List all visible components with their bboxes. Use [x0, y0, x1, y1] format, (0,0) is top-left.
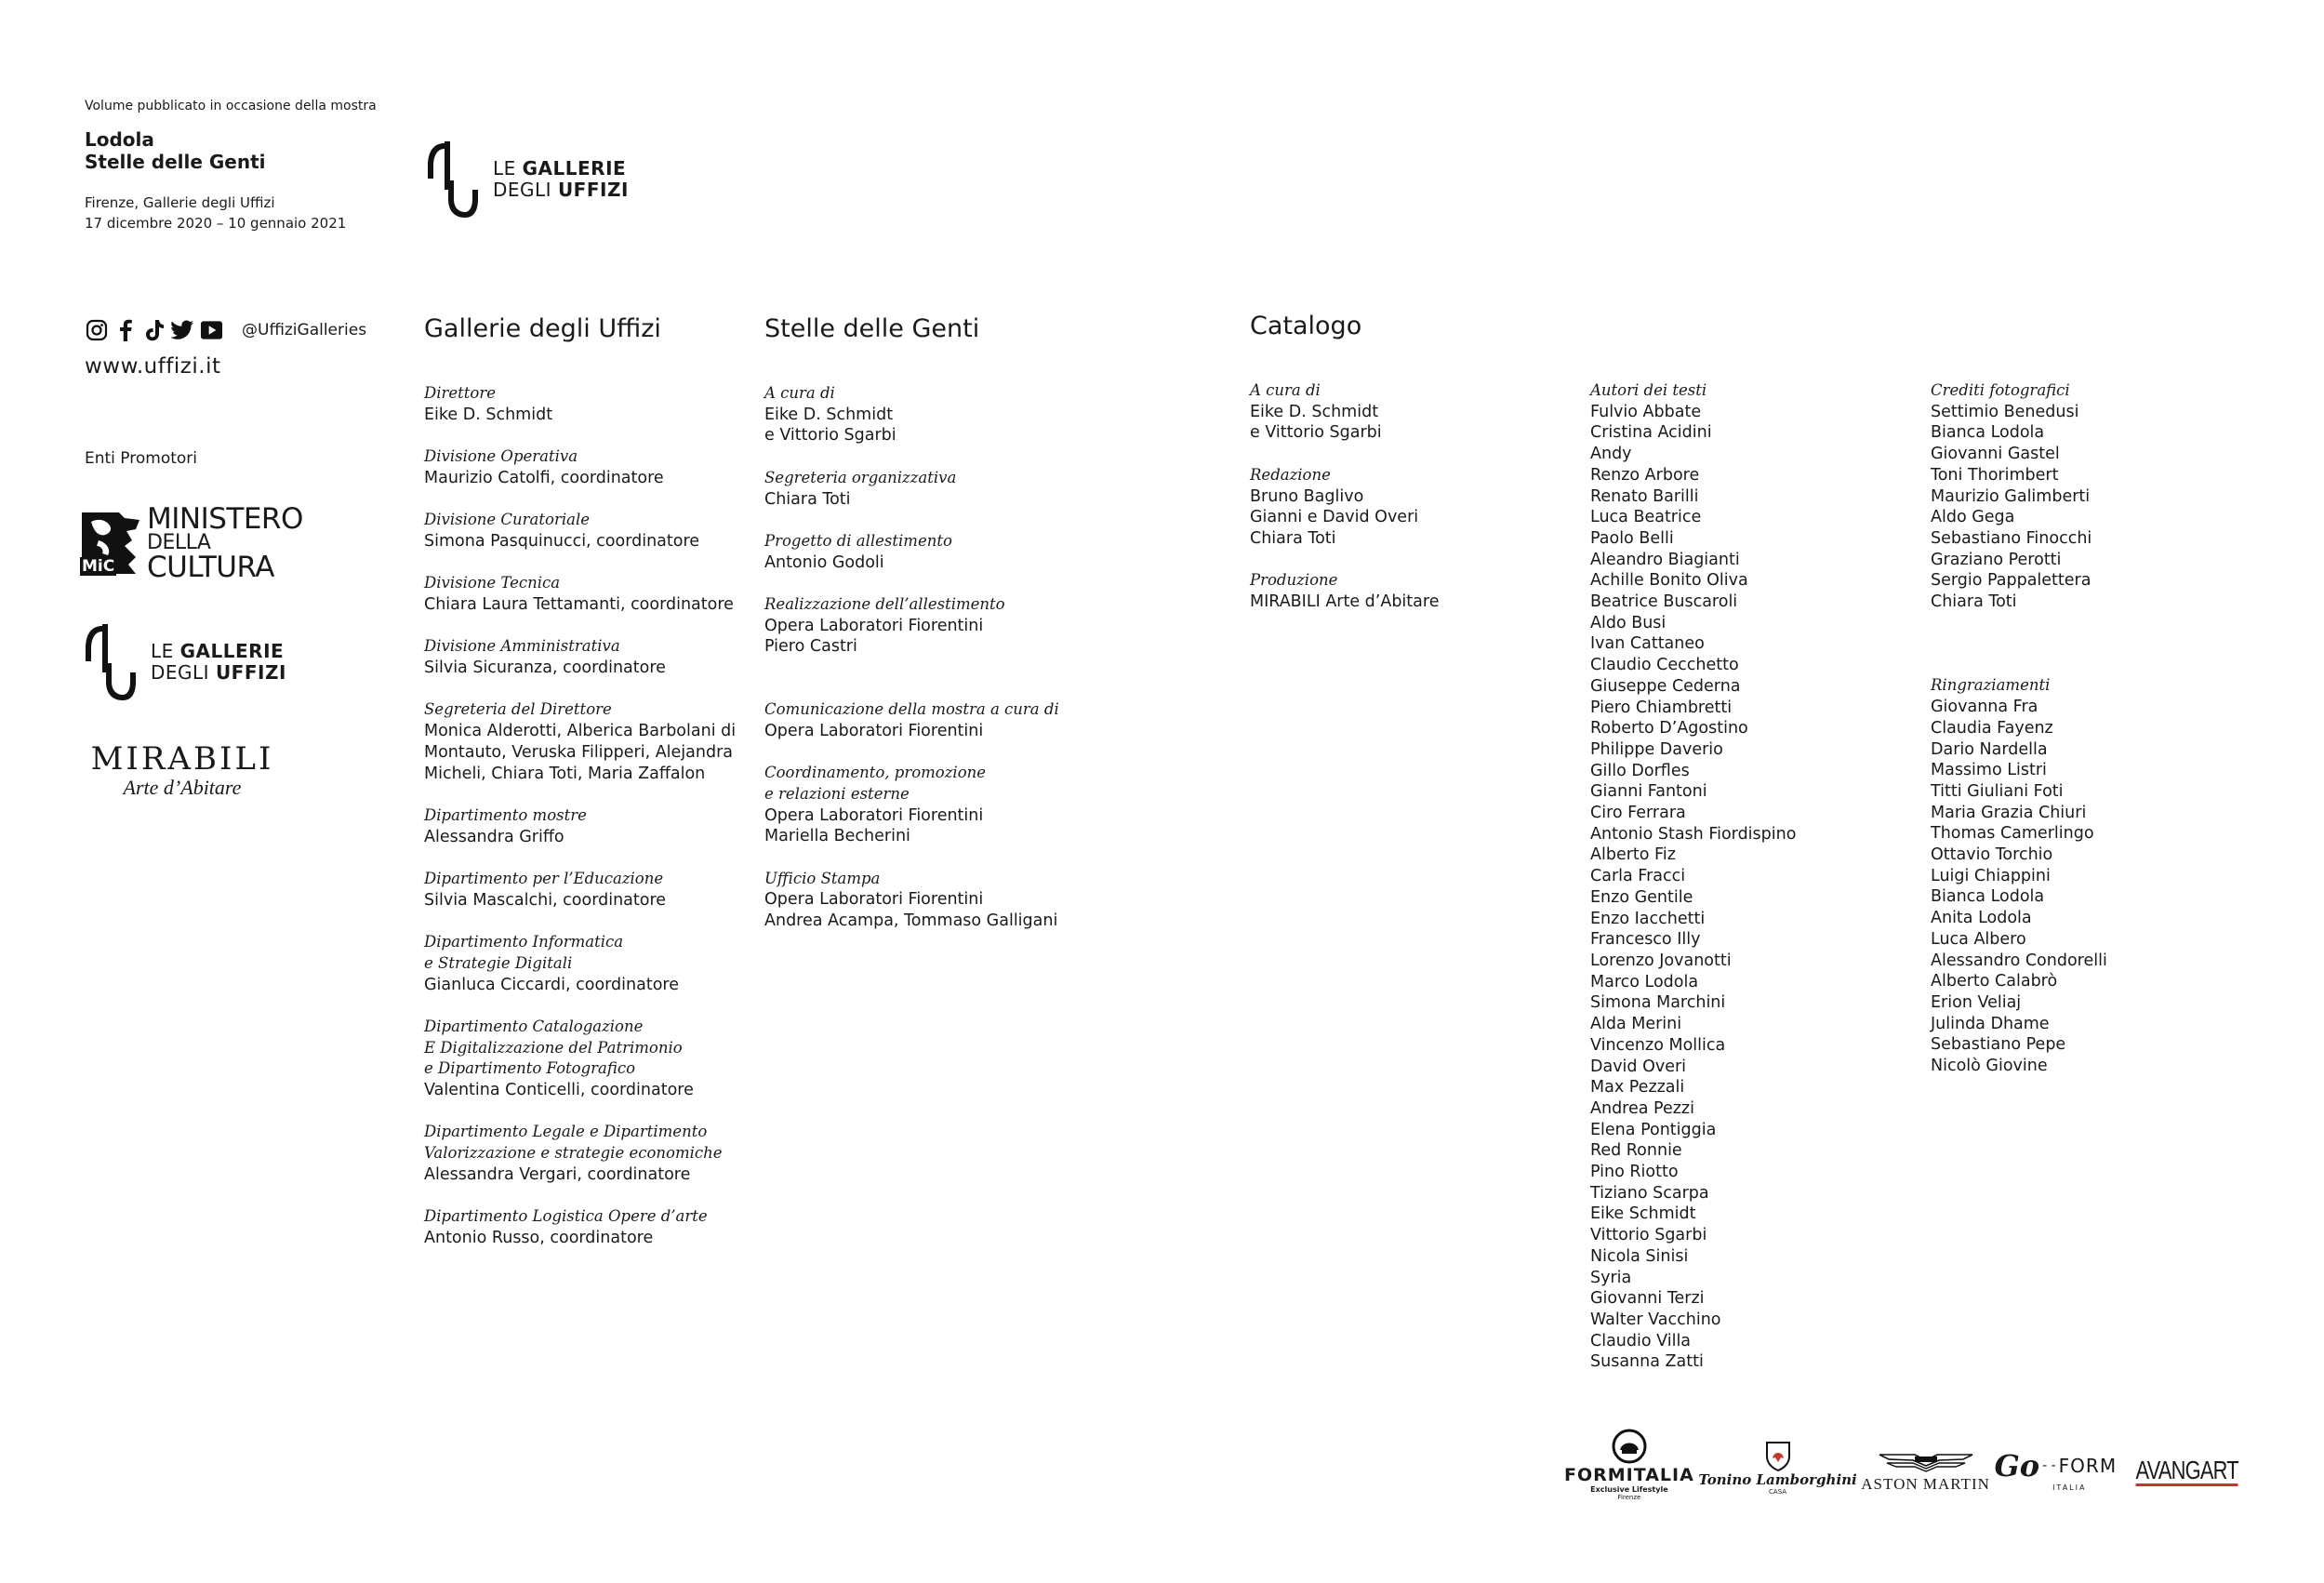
stelle-column: [764, 314, 1155, 952]
mirabili-name: MIRABILI: [90, 740, 274, 778]
gallerie-heading: Gallerie degli Uffizi: [424, 314, 661, 343]
credit-name: Chiara Toti: [1931, 592, 2017, 612]
credit-section: [424, 1122, 750, 1185]
credit-name: Tiziano Scarpa: [1590, 1183, 1709, 1203]
credit-name: Enzo Gentile: [1590, 887, 1693, 907]
credit-name: Aldo Gega: [1931, 508, 2015, 527]
stelle-sections: [764, 383, 1155, 932]
credit-name: David Overi: [1590, 1057, 1687, 1076]
gallerie-column: [424, 314, 750, 1270]
credit-name: Massimo Listri: [1931, 761, 2047, 780]
credit-section: [1250, 570, 1529, 612]
aston-wings-icon: [1878, 1451, 1974, 1475]
credit-section: [424, 573, 750, 615]
credit-name: Beatrice Buscaroli: [1590, 592, 1738, 612]
credit-role: Dipartimento Catalogazione: [424, 1017, 644, 1035]
mirabili-sub: Arte d’Abitare: [123, 776, 242, 799]
credit-section: [1250, 380, 1529, 444]
credit-section: [424, 1017, 750, 1101]
credit-role: Direttore: [424, 384, 497, 402]
credit-name: Eike D. Schmidt: [764, 405, 894, 424]
published-note: Volume pubblicato in occasione della mostra: [85, 99, 377, 113]
credit-name: Andy: [1590, 445, 1632, 464]
credit-name: Alessandra Griffo: [424, 827, 564, 846]
venue-dates: 17 dicembre 2020 – 10 gennaio 2021: [85, 215, 347, 232]
credit-name: Chiara Laura Tettamanti, coordinatore: [424, 594, 734, 614]
credit-section: [764, 594, 1155, 658]
credit-name: Fulvio Abbate: [1590, 402, 1702, 421]
credit-role: Dipartimento Legale e Dipartimento: [424, 1123, 708, 1141]
credit-name: MIRABILI Arte d’Abitare: [1250, 592, 1440, 611]
autori-role: Autori dei testi: [1590, 381, 1707, 399]
credit-role: Dipartimento per l’Educazione: [424, 870, 664, 888]
bull-shield-icon: [1764, 1440, 1792, 1471]
credit-name: Nicolò Giovine: [1931, 1057, 2048, 1076]
credit-name: Settimio Benedusi: [1931, 402, 2079, 421]
credit-name: Claudia Fayenz: [1931, 718, 2053, 738]
exhibition-title: Stelle delle Genti: [85, 151, 266, 173]
credit-role: Ufficio Stampa: [764, 869, 881, 887]
credit-name: Ottavio Torchio: [1931, 845, 2053, 865]
credit-name: Giovanna Fra: [1931, 698, 2038, 717]
catalogo-column: [1250, 312, 1529, 633]
venue-place: Firenze, Gallerie degli Uffizi: [85, 194, 275, 211]
ringraziamenti-list: [1931, 697, 2210, 1077]
credit-name: Elena Pontiggia: [1590, 1120, 1717, 1139]
credit-name: Achille Bonito Oliva: [1590, 571, 1748, 591]
credit-name: Andrea Pezzi: [1590, 1098, 1694, 1118]
credit-name: Claudio Cecchetto: [1590, 656, 1739, 675]
credit-name: Ivan Cattaneo: [1590, 634, 1705, 654]
lamborghini-logo: Tonino Lamborghini CASA: [1698, 1440, 1856, 1501]
social-links: [85, 318, 366, 341]
credit-role: Progetto di allestimento: [764, 531, 952, 550]
credit-section: [424, 510, 750, 552]
credit-role: Segreteria del Direttore: [424, 700, 612, 719]
credit-name: e Vittorio Sgarbi: [764, 426, 896, 446]
catalogo-sections: [1250, 380, 1529, 613]
credit-name: Silvia Mascalchi, coordinatore: [424, 890, 667, 910]
website-link[interactable]: www.uffizi.it: [85, 354, 221, 379]
credit-name: Carla Fracci: [1590, 867, 1686, 886]
credit-role: Dipartimento mostre: [424, 805, 587, 824]
ringraziamenti-role: Ringraziamenti: [1931, 676, 2051, 695]
credit-name: Alessandro Condorelli: [1931, 951, 2107, 970]
credit-name: Maurizio Catolfi, coordinatore: [424, 468, 664, 487]
credit-name: Luigi Chiappini: [1931, 866, 2051, 885]
credit-section: [424, 1206, 750, 1248]
credit-role: Divisione Tecnica: [424, 574, 561, 592]
facebook-icon[interactable]: [113, 318, 137, 341]
credit-name: Bianca Lodola: [1931, 887, 2045, 907]
formitalia-emblem-icon: [1611, 1428, 1648, 1465]
uffizi-logo-text: LE GALLERIE DEGLI UFFIZI: [493, 157, 629, 201]
credit-section: [764, 699, 1155, 741]
credit-name: Chiara Toti: [764, 489, 851, 509]
credit-role: Produzione: [1250, 571, 1338, 590]
credit-name: Erion Veliaj: [1931, 992, 2022, 1012]
credit-name: Giovanni Gastel: [1931, 445, 2060, 464]
credit-name: Opera Laboratori Fiorentini: [764, 616, 984, 635]
credit-name: Aldo Busi: [1590, 613, 1667, 632]
credit-name: Claudio Villa: [1590, 1331, 1692, 1350]
uffizi-logo-promoter: [82, 620, 286, 704]
credit-section: [424, 805, 750, 847]
credit-name: Titti Giuliani Foti: [1931, 781, 2064, 801]
credit-name: Piero Castri: [764, 637, 857, 657]
uffizi-mark-icon: [424, 138, 480, 221]
credit-section: [764, 531, 1155, 573]
credit-name: Sebastiano Finocchi: [1931, 528, 2092, 548]
credit-section: [764, 869, 1155, 932]
aston-martin-logo: ASTON MARTIN: [1861, 1451, 1990, 1501]
credit-role: Comunicazione della mostra a cura di: [764, 700, 1059, 719]
credit-role: e relazioni esterne: [764, 784, 910, 803]
credit-name: Giuseppe Cederna: [1590, 676, 1741, 696]
credit-name: Graziano Perotti: [1931, 550, 2062, 569]
credit-name: Antonio Stash Fiordispino: [1590, 824, 1797, 844]
credit-name: Mariella Becherini: [764, 827, 910, 846]
twitter-icon[interactable]: [171, 318, 194, 341]
credit-name: Antonio Godoli: [764, 552, 884, 572]
credit-name: Montauto, Veruska Filipperi, Alejandra: [424, 742, 734, 762]
credit-name: Bruno Baglivo: [1250, 486, 1364, 506]
credit-section: [424, 869, 750, 911]
catalogo-heading: Catalogo: [1250, 312, 1362, 340]
sponsor-logos: [1564, 1417, 2252, 1501]
credit-section: [424, 383, 750, 425]
credit-name: Simona Marchini: [1590, 993, 1726, 1013]
uffizi-logo-text: LE GALLERIE DEGLI UFFIZI: [151, 640, 286, 684]
credit-section: [424, 446, 750, 488]
credit-name: Susanna Zatti: [1590, 1352, 1704, 1372]
credit-name: Sergio Pappalettera: [1931, 571, 2092, 591]
credit-name: Alessandra Vergari, coordinatore: [424, 1164, 691, 1184]
crediti-list: [1931, 402, 2210, 613]
credit-name: Luca Albero: [1931, 929, 2026, 949]
credit-role: Dipartimento Logistica Opere d’arte: [424, 1207, 708, 1226]
credit-name: Renato Barilli: [1590, 486, 1699, 506]
credit-name: Andrea Acampa, Tommaso Galligani: [764, 911, 1058, 931]
credit-role: Segreteria organizzativa: [764, 468, 957, 486]
avangart-logo: AVANGART: [2135, 1456, 2238, 1484]
credit-role: Realizzazione dell’allestimento: [764, 594, 1005, 613]
ministero-cultura-text: MINISTERO DELLA CULTURA: [147, 502, 303, 584]
mic-badge: MiC: [82, 557, 115, 576]
formitalia-logo: FORMITALIA Exclusive Lifestyle Firenze: [1564, 1428, 1694, 1501]
credit-name: Toni Thorimbert: [1931, 465, 2059, 485]
credit-name: Francesco Illy: [1590, 930, 1701, 950]
credit-name: Pino Riotto: [1590, 1163, 1679, 1182]
credit-name: Gianni e David Overi: [1250, 508, 1419, 527]
credit-name: Renzo Arbore: [1590, 465, 1700, 485]
credit-role: A cura di: [764, 384, 835, 402]
credit-section: [424, 636, 750, 678]
credit-name: Max Pezzali: [1590, 1078, 1685, 1097]
mic-emblem-icon: [78, 509, 143, 578]
goform-logo: Go - - FORM ITALIA: [1994, 1448, 2118, 1492]
gallerie-sections: [424, 383, 750, 1249]
credit-name: Dario Nardella: [1931, 739, 2048, 759]
credit-name: Cristina Acidini: [1590, 423, 1712, 443]
credit-name: Vittorio Sgarbi: [1590, 1226, 1707, 1245]
credit-name: Giovanni Terzi: [1590, 1289, 1705, 1309]
instagram-icon[interactable]: [85, 318, 108, 341]
credit-name: Silvia Sicuranza, coordinatore: [424, 658, 666, 678]
autori-column: [1590, 380, 1869, 1394]
credit-name: Sebastiano Pepe: [1931, 1035, 2066, 1055]
credit-role: E Digitalizzazione del Patrimonio: [424, 1038, 683, 1057]
credit-name: Maurizio Galimberti: [1931, 486, 2091, 506]
youtube-icon[interactable]: [200, 318, 223, 341]
credit-section: [764, 763, 1155, 847]
credit-name: Alda Merini: [1590, 1015, 1682, 1034]
credit-name: Philippe Daverio: [1590, 739, 1723, 759]
credit-role: Dipartimento Informatica: [424, 933, 624, 951]
venue-block: [85, 193, 346, 233]
credit-role: Redazione: [1250, 465, 1331, 484]
credit-name: Julinda Dhame: [1931, 1014, 2050, 1033]
credit-name: Antonio Russo, coordinatore: [424, 1228, 654, 1247]
credit-role: Divisione Curatoriale: [424, 511, 591, 529]
credit-section: [424, 932, 750, 995]
credit-name: Simona Pasquinucci, coordinatore: [424, 531, 700, 551]
credit-name: Syria: [1590, 1268, 1632, 1287]
credit-name: Aleandro Biagianti: [1590, 550, 1740, 569]
credit-role: A cura di: [1250, 381, 1321, 399]
social-handle[interactable]: @UffiziGalleries: [242, 320, 367, 339]
credit-section: [424, 699, 750, 784]
credit-name: Red Ronnie: [1590, 1141, 1682, 1161]
stelle-heading: Stelle delle Genti: [764, 314, 980, 343]
credit-name: Monica Alderotti, Alberica Barbolani di: [424, 722, 737, 741]
credit-role: e Strategie Digitali: [424, 953, 573, 972]
tiktok-icon[interactable]: [142, 318, 166, 341]
ministero-cultura-logo: [78, 502, 303, 584]
promoters-label: Enti Promotori: [85, 449, 198, 468]
credit-name: Gianluca Ciccardi, coordinatore: [424, 975, 679, 994]
author-name: Lodola: [85, 128, 154, 151]
credit-name: Luca Beatrice: [1590, 508, 1702, 527]
credit-section: [764, 383, 1155, 446]
credit-role: e Dipartimento Fotografico: [424, 1059, 636, 1078]
uffizi-mark-icon: [82, 620, 138, 704]
uffizi-logo-top: [424, 138, 629, 221]
autori-list: [1590, 402, 1869, 1373]
credit-name: Eike D. Schmidt: [1250, 402, 1379, 421]
credit-name: Nicola Sinisi: [1590, 1246, 1689, 1266]
credit-name: Marco Lodola: [1590, 972, 1699, 991]
credit-name: Walter Vacchino: [1590, 1310, 1721, 1329]
credit-section: [1250, 465, 1529, 550]
credit-role: Divisione Operativa: [424, 447, 578, 466]
credit-name: Alberto Fiz: [1590, 845, 1676, 865]
credit-name: Gianni Fantoni: [1590, 782, 1707, 802]
credit-name: Lorenzo Jovanotti: [1590, 951, 1732, 970]
exhibition-title-block: [85, 128, 266, 173]
credit-name: Piero Chiambretti: [1590, 698, 1733, 717]
credit-name: Opera Laboratori Fiorentini: [764, 805, 984, 825]
credit-name: Paolo Belli: [1590, 528, 1674, 548]
credit-name: Maria Grazia Chiuri: [1931, 803, 2087, 822]
credit-name: Alberto Calabrò: [1931, 972, 2058, 991]
credit-name: Opera Laboratori Fiorentini: [764, 890, 984, 910]
crediti-role: Crediti fotografici: [1931, 381, 2070, 399]
credit-name: Opera Laboratori Fiorentini: [764, 721, 984, 740]
credit-name: Vincenzo Mollica: [1590, 1035, 1726, 1055]
credit-role: Valorizzazione e strategie economiche: [424, 1144, 723, 1163]
credit-section: [764, 468, 1155, 510]
credit-name: Eike D. Schmidt: [424, 405, 553, 424]
credit-name: Gillo Dorfles: [1590, 761, 1690, 780]
credit-name: Eike Schmidt: [1590, 1204, 1696, 1224]
crediti-column: [1931, 380, 2210, 1097]
credit-name: Valentina Conticelli, coordinatore: [424, 1081, 694, 1100]
credit-name: Ciro Ferrara: [1590, 804, 1686, 823]
credit-name: Roberto D’Agostino: [1590, 719, 1748, 738]
credit-role: Divisione Amministrativa: [424, 637, 620, 656]
credit-name: Thomas Camerlingo: [1931, 824, 2094, 844]
mirabili-logo: [82, 740, 283, 800]
credit-name: Enzo Iacchetti: [1590, 909, 1706, 928]
credit-name: Chiara Toti: [1250, 528, 1336, 548]
credit-name: Anita Lodola: [1931, 909, 2032, 928]
credit-name: Micheli, Chiara Toti, Maria Zaffalon: [424, 764, 706, 783]
credit-role: Coordinamento, promozione: [764, 764, 987, 782]
credit-name: Bianca Lodola: [1931, 423, 2045, 443]
credit-name: e Vittorio Sgarbi: [1250, 423, 1382, 443]
